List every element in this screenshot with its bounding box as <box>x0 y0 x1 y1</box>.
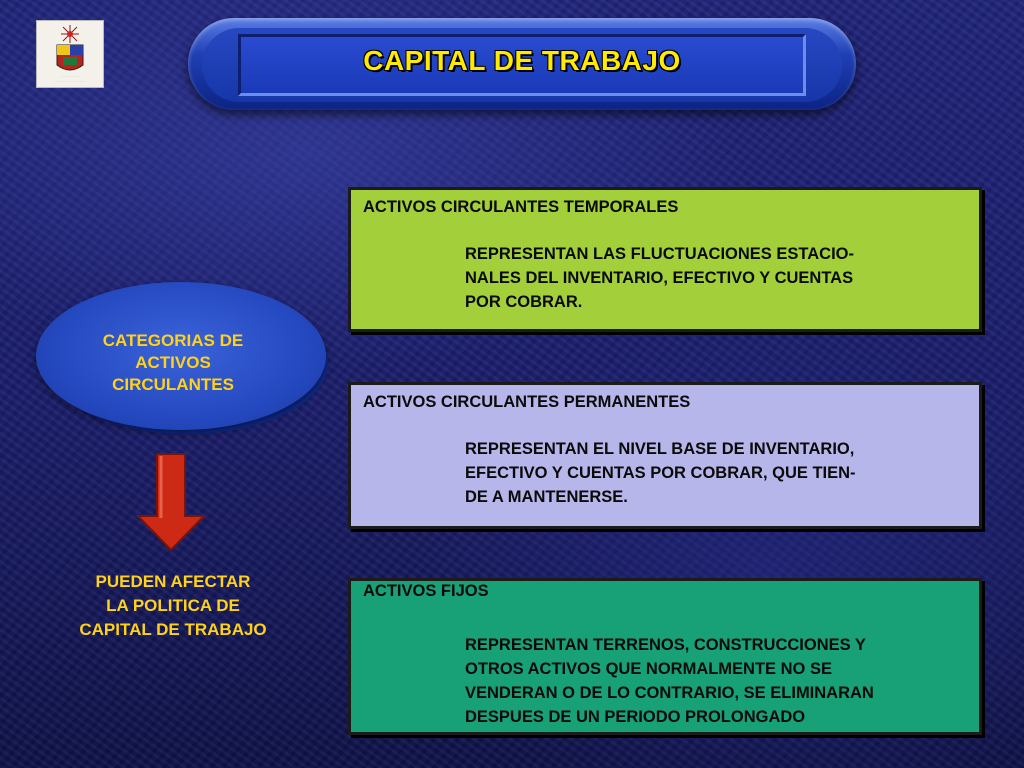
institution-logo <box>36 20 104 88</box>
svg-text:· · · · · · · · · · · · · · ·: · · · · · · · · · · · · · · · · <box>55 79 85 83</box>
box-description: REPRESENTAN TERRENOS, CONSTRUCCIONES Y OTROS ACTIVOS QUE NORMALMENTE NO SE VENDERAN O DE LO CONTRARIO, SE ELIMINARAN DESPUES DE UN PERIODO PROLONGADO <box>465 636 874 726</box>
svg-text:· · · · · · · · · · ·: · · · · · · · · · · · <box>59 74 81 78</box>
permanent-current-assets-box <box>348 382 982 529</box>
box-heading: ACTIVOS CIRCULANTES TEMPORALES <box>363 198 679 216</box>
crest-icon <box>37 21 103 87</box>
fixed-assets-box <box>348 578 982 735</box>
affects-policy-label: PUEDEN AFECTAR LA POLITICA DE CAPITAL DE TRABAJO <box>79 572 267 639</box>
page-title: CAPITAL DE TRABAJO <box>363 45 681 76</box>
box-heading: ACTIVOS CIRCULANTES PERMANENTES <box>363 393 691 411</box>
categories-label: CATEGORIAS DE ACTIVOS CIRCULANTES <box>102 331 244 394</box>
box-description: REPRESENTAN LAS FLUCTUACIONES ESTACIO- NALES DEL INVENTARIO, EFECTIVO Y CUENTAS POR COBRAR. <box>465 245 854 311</box>
temporary-current-assets-box <box>348 187 982 332</box>
box-heading: ACTIVOS FIJOS <box>363 582 489 600</box>
title-banner <box>238 34 806 96</box>
box-description: REPRESENTAN EL NIVEL BASE DE INVENTARIO, EFECTIVO Y CUENTAS POR COBRAR, QUE TIEN- DE A MANTENERSE. <box>465 440 856 506</box>
down-arrow-icon <box>136 452 206 552</box>
